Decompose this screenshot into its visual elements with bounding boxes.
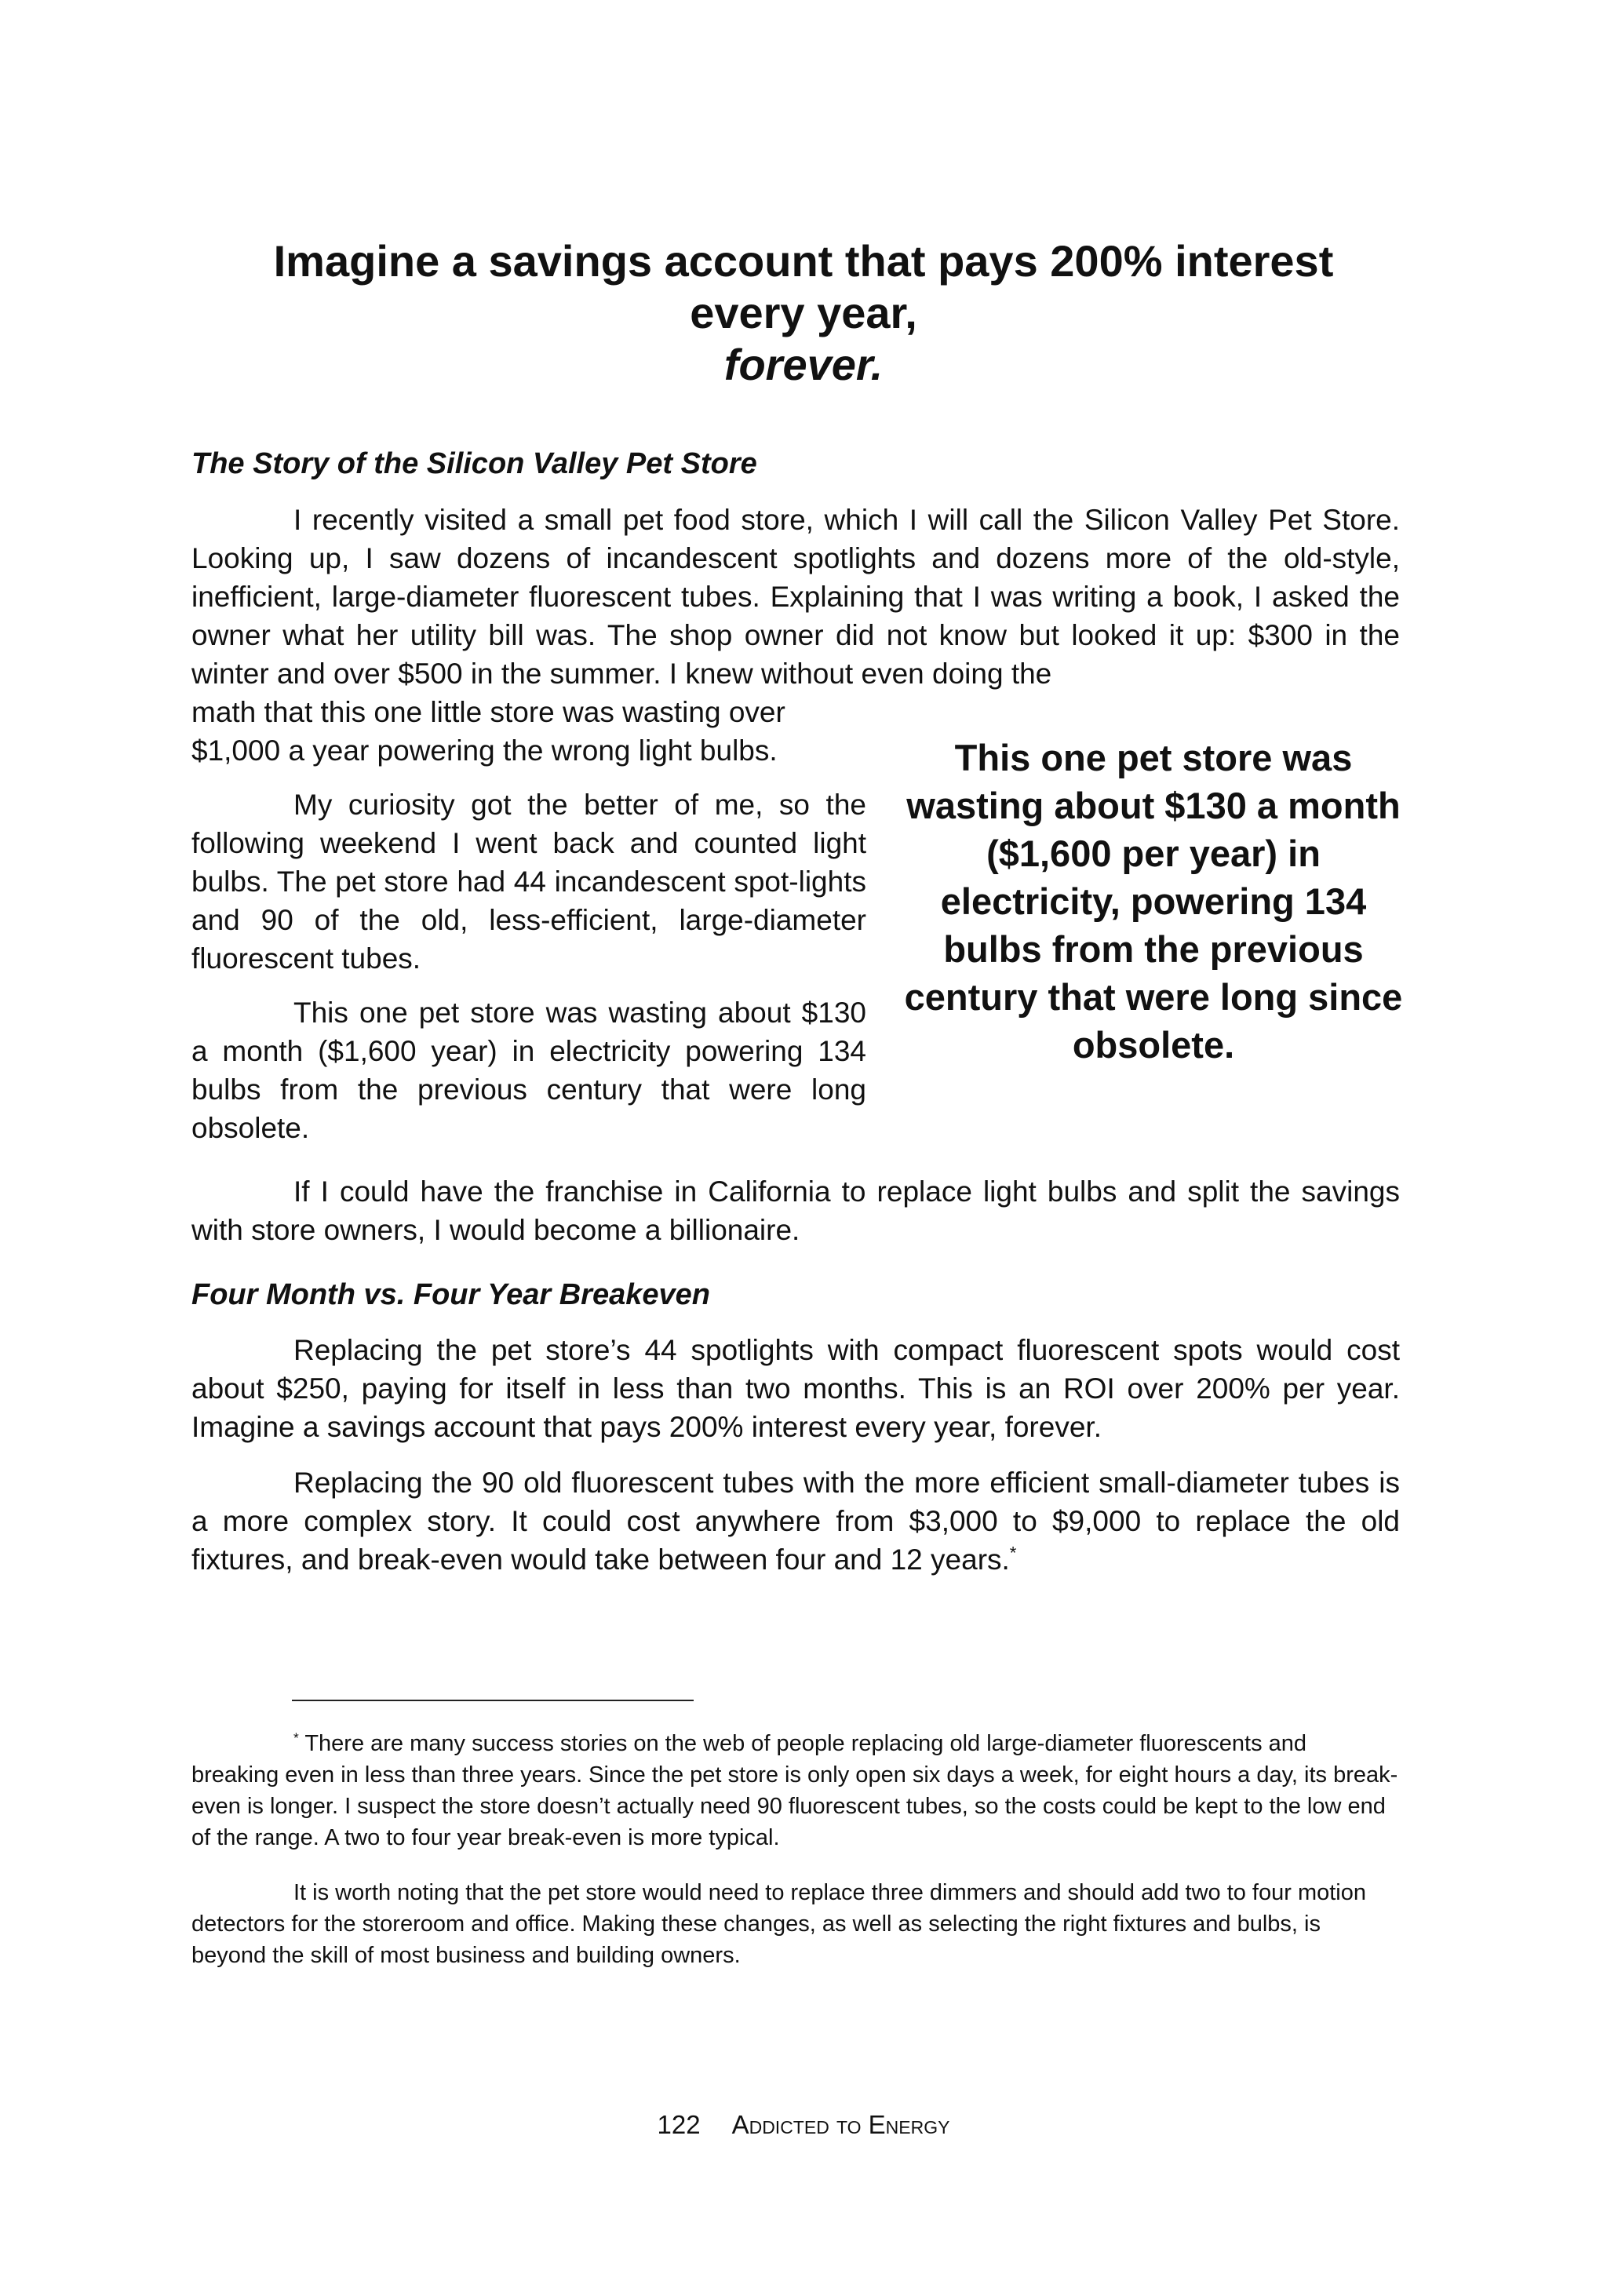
section-1-paragraph-3: This one pet store was wasting about $130 a month ($1,600 year) in electricity powering 134 bulbs from the previous century that were long obsolete. [191,997,866,1144]
section-1-intro-block [191,501,1400,693]
section-2-body [191,1331,1400,1579]
section-2-paragraph-2-text: Replacing the 90 old fluorescent tubes with the more efficient small-diameter tubes is a more complex story. It could cost anywhere from $3,000 to $9,000 to replace the old fixtures, and break-even would take between four and 12 years. [191,1467,1400,1576]
footnote-1 [191,1728,1400,1853]
footnote-1-text: There are many success stories on the web of people replacing old large-diameter fluorescents and breaking even in less than three years. Since the pet store is only open six days a week, for eight hours a day, its break-even is longer. I suspect the store doesn’t actually need 90 fluorescent tubes, so the costs could be kept to the low end of the range. A two to four year break-even is more typical. [191,1731,1398,1850]
footnote-reference-mark[interactable]: * [1009,1543,1017,1563]
section-1-paragraph-4: If I could have the franchise in California to replace light bulbs and split the savings with store owners, I would become a billionaire. [191,1175,1400,1246]
headline-line-1: Imagine a savings account that pays 200% interest [273,236,1334,286]
section-2-heading-block [191,1277,1400,1313]
page-footer [0,2109,1607,2141]
footnote-mark: * [293,1729,299,1746]
section-1-paragraph-1-continued: math that this one little store was wasting over $1,000 a year powering the wrong light bulbs. [191,696,785,767]
footnote-divider [292,1700,694,1701]
section-1-heading-block [191,446,1400,482]
section-2-title: Four Month vs. Four Year Breakeven [191,1278,710,1311]
narrow-column-block [191,693,866,1147]
section-2-paragraph-1: Replacing the pet store’s 44 spotlights with compact fluorescent spots would cost about $250, paying for itself in less than two months. This is an ROI over 200% per year. Imagine a savings account that pays 200% interest every year, forever. [191,1334,1400,1443]
pull-quote: This one pet store was wasting about $130 a month ($1,600 per year) in electricity, powering 134 bulbs from the previous century that were long since obsolete. [904,737,1403,1066]
footnote-2: It is worth noting that the pet store would need to replace three dimmers and should add two to four motion detectors for the storeroom and office. Making these changes, as well as selecting the right fixtures and bulbs, is beyond the skill of most business and building owners. [191,1880,1367,1968]
headline-line-3: forever. [723,340,884,389]
section-1-title: The Story of the Silicon Valley Pet Store [191,447,757,480]
section-2-paragraph-2 [191,1463,1400,1579]
running-head: Addicted to Energy [731,2110,950,2139]
page-number: 122 [657,2110,701,2139]
headline-line-2: every year, [690,288,917,337]
chapter-headline [191,235,1416,391]
section-1-paragraph-2: My curiosity got the better of me, so the following weekend I went back and counted light bulbs. The pet store had 44 incandescent spot-lights and 90 of the old, less-efficient, large-diameter fluorescent tubes. [191,789,866,975]
section-1-closing-block [191,1172,1400,1249]
section-1-paragraph-1: I recently visited a small pet food store, which I will call the Silicon Valley Pet Store. Looking up, I saw dozens of incandescent spotlights and dozens more of the old-style, inefficient, large-diameter fluorescent tubes. Explaining that I was writing a book, I asked the owner what her utility bill was. The shop owner did not know but looked it up: $300 in the winter and over $500 in the summer. I knew without even doing the [191,504,1400,690]
